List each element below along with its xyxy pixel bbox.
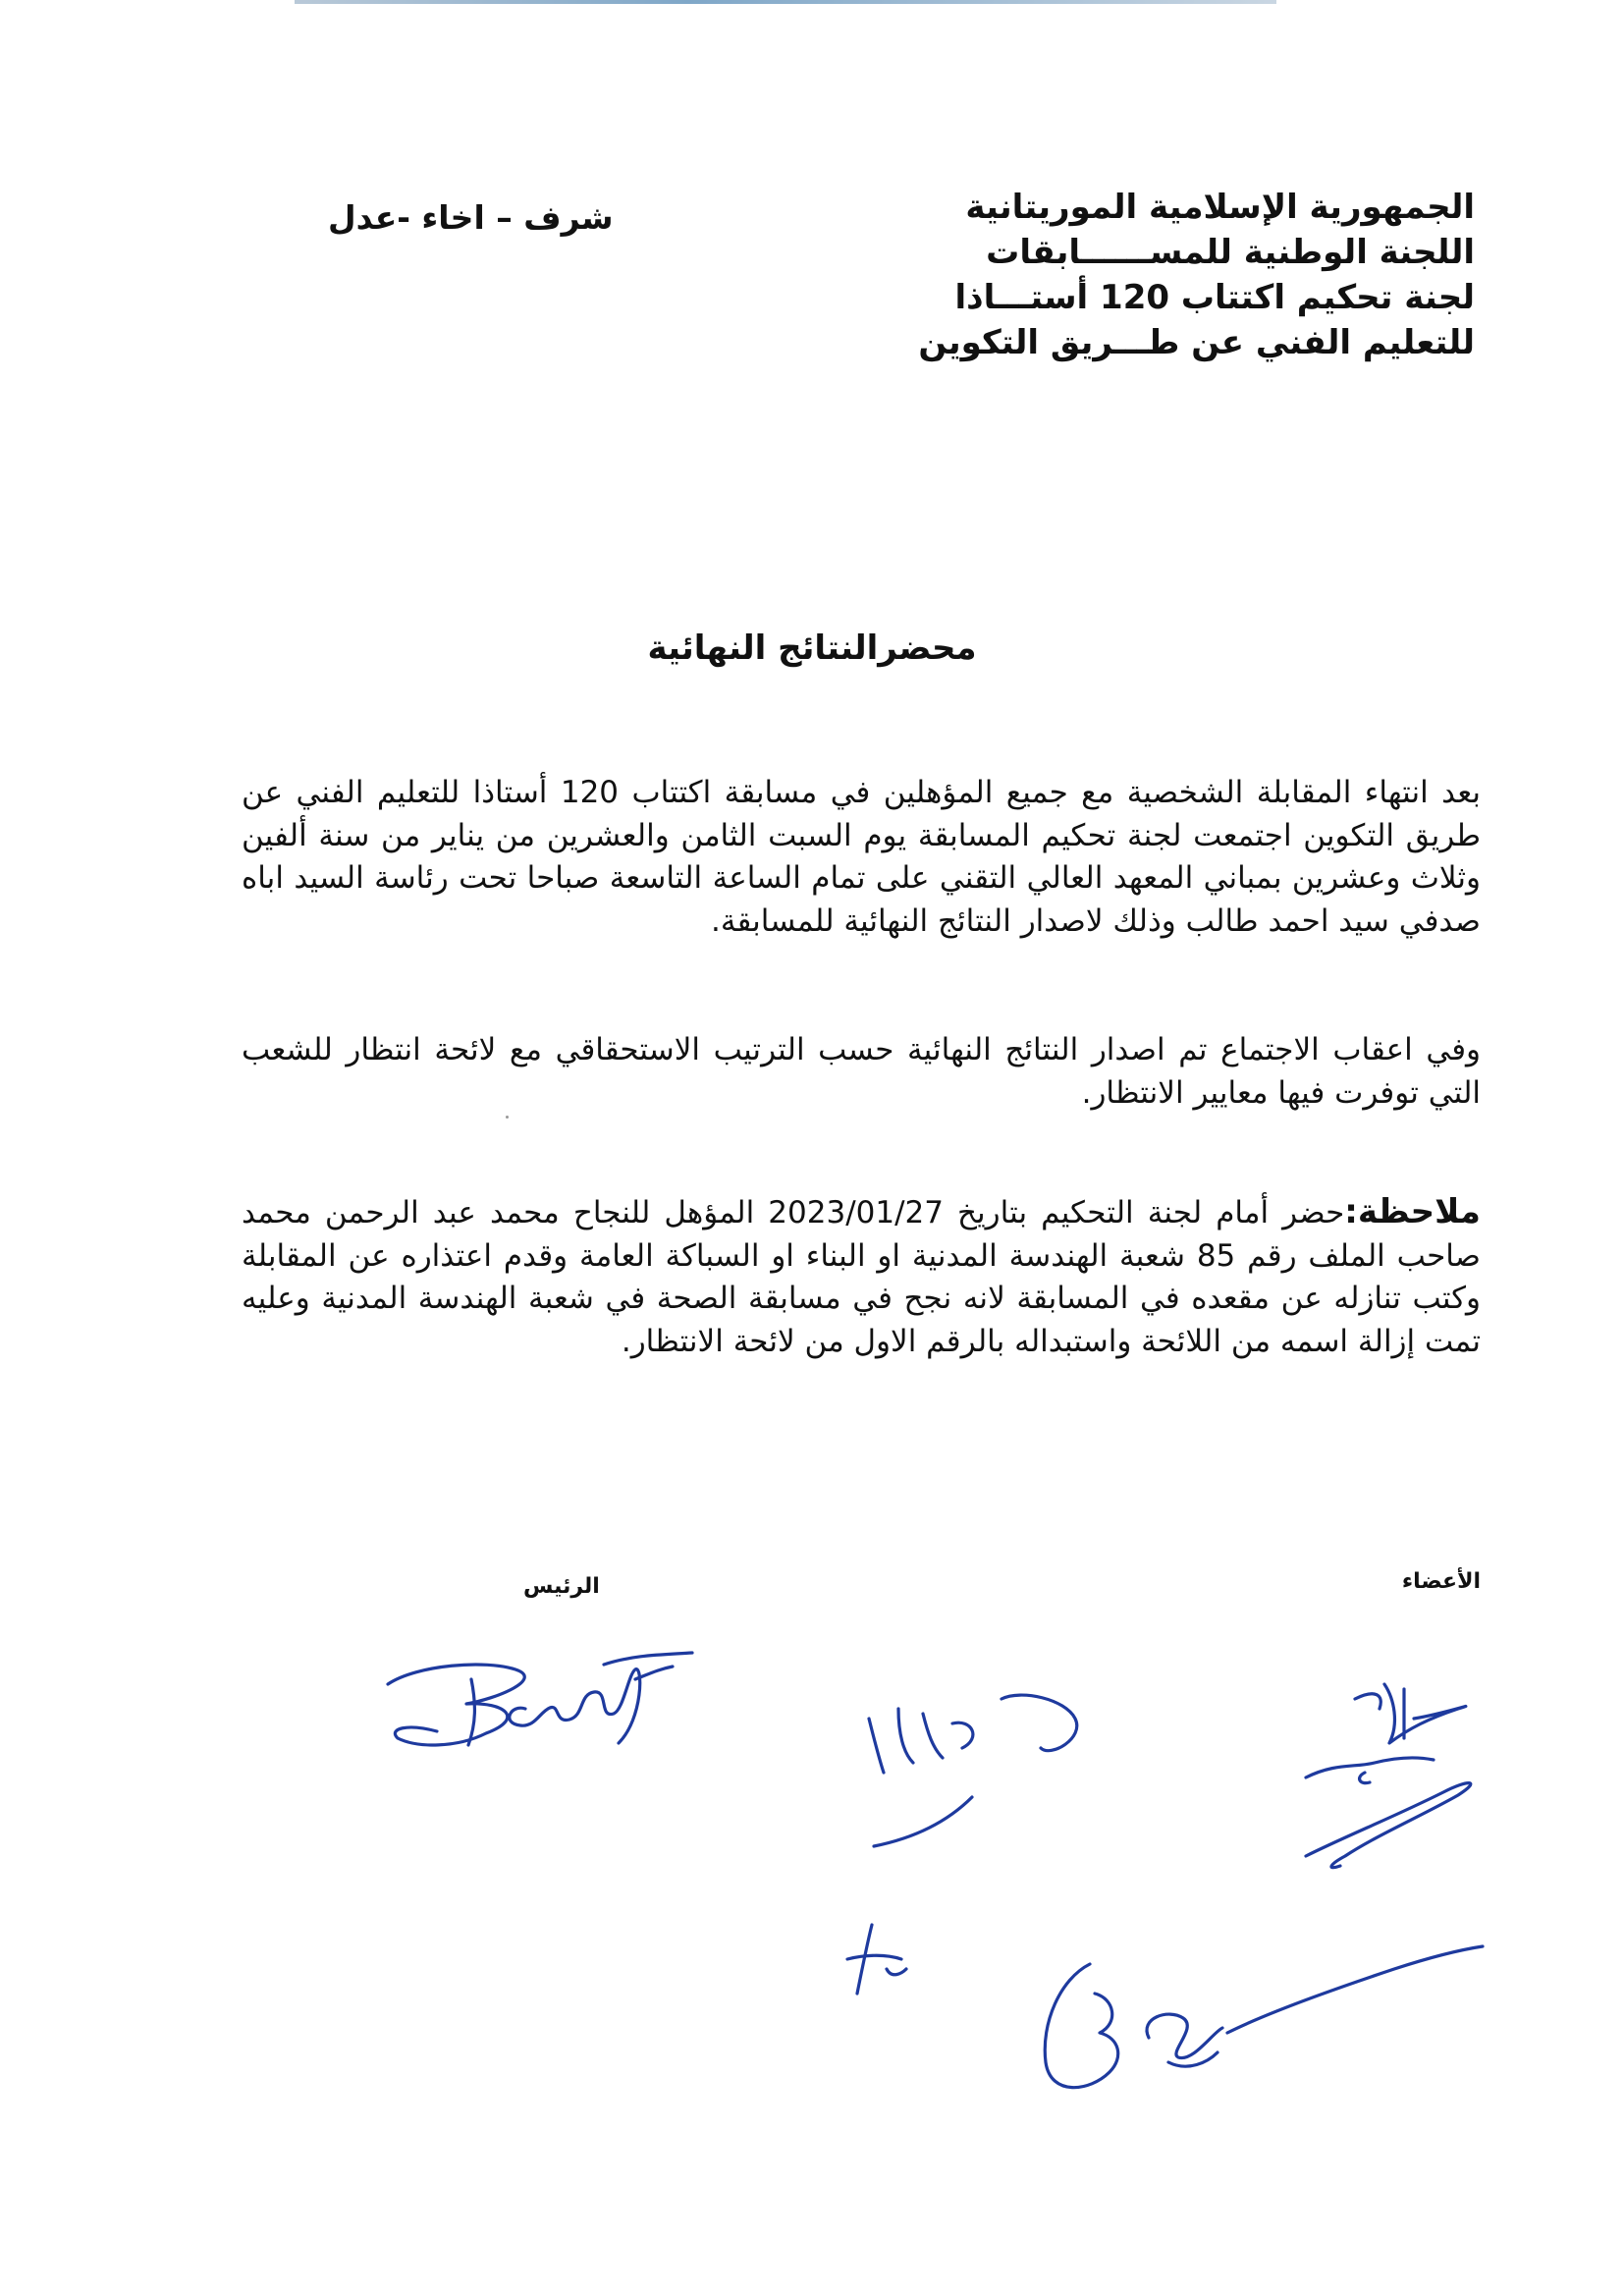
member-signature-2 bbox=[854, 1679, 1129, 1856]
header-line-1: الجمهورية الإسلامية الموريتانية bbox=[965, 188, 1475, 227]
members-label: الأعضاء bbox=[1401, 1569, 1481, 1594]
president-label: الرئيس bbox=[523, 1574, 600, 1599]
institution-header bbox=[918, 185, 1475, 365]
paragraph-note bbox=[242, 1191, 1481, 1363]
note-label: ملاحظة: bbox=[1344, 1192, 1481, 1231]
scan-speck bbox=[506, 1116, 509, 1119]
member-signature-1 bbox=[1286, 1669, 1532, 1895]
president-signature bbox=[378, 1625, 702, 1773]
header-line-4: للتعليم الفني عن طـــريق التكوين bbox=[918, 323, 1475, 362]
header-line-3: لجنة تحكيم اكتتاب 120 أستـــاذا bbox=[954, 278, 1475, 317]
document-title: محضرالنتائج النهائية bbox=[647, 629, 977, 668]
national-motto: شرف – اخاء -عدل bbox=[328, 198, 614, 237]
scan-edge bbox=[295, 0, 1276, 4]
member-signature-3 bbox=[833, 1915, 931, 2003]
header-line-2: اللجنة الوطنية للمســــــابقات bbox=[986, 233, 1475, 272]
paragraph-meeting: بعد انتهاء المقابلة الشخصية مع جميع المؤهلين في مسابقة اكتتاب 120 أستاذا للتعليم الفني عن طريق التكوين اجتمعت لجنة تحكيم المسابقة يوم السبت الثامن والعشرين من يناير من سنة ألفين وثلاث وعشرين بمباني المعهد العالي التقني على تمام الساعة التاسعة صباحا تحت رئاسة السيد اباه صدفي سيد احمد طالب وذلك لاصدار النتائج النهائية للمسابقة. bbox=[242, 775, 1481, 939]
member-signature-4 bbox=[1021, 1925, 1532, 2121]
paragraph-results: وفي اعقاب الاجتماع تم اصدار النتائج النهائية حسب الترتيب الاستحقاقي مع لائحة انتظار للشعب التي توفرت فيها معايير الانتظار. bbox=[242, 1032, 1481, 1111]
note-text: حضر أمام لجنة التحكيم بتاريخ 2023/01/27 المؤهل للنجاح محمد عبد الرحمن محمد صاحب الملف رقم 85 شعبة الهندسة المدنية او البناء او السباكة العامة وقدم اعتذاره عن المقابلة وكتب تنازله عن مقعده في المسابقة لانه نجح في مسابقة الصحة في شعبة الهندسة المدنية وعليه تمت إزالة اسمه من اللائحة واستبداله بالرقم الاول من لائحة الانتظار. bbox=[242, 1195, 1481, 1359]
